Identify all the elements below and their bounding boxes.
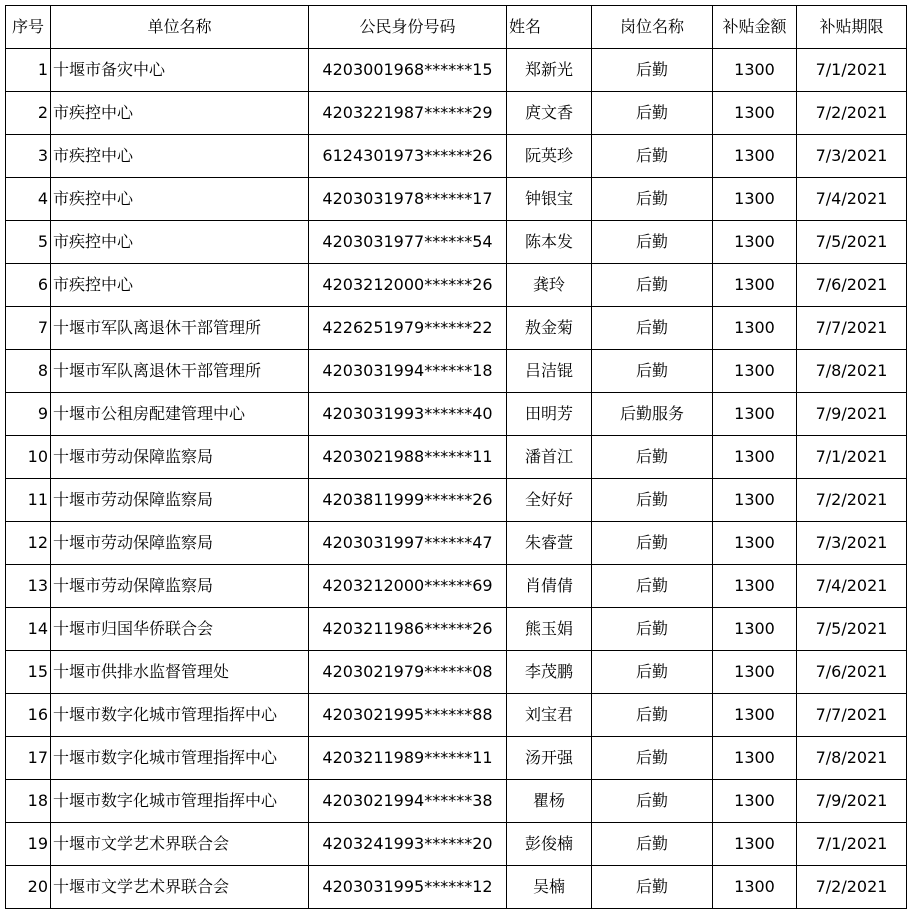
- row-id-number: 6124301973******26: [309, 135, 507, 178]
- row-post: 后勤: [592, 522, 713, 565]
- row-unit: 十堰市劳动保障监察局: [51, 522, 309, 565]
- row-unit: 十堰市文学艺术界联合会: [51, 823, 309, 866]
- row-period: 7/3/2021: [797, 522, 907, 565]
- row-post: 后勤: [592, 350, 713, 393]
- row-name: 敖金菊: [507, 307, 592, 350]
- row-amount: 1300: [713, 479, 797, 522]
- header-amount: 补贴金额: [713, 6, 797, 49]
- row-post: 后勤: [592, 651, 713, 694]
- row-name: 瞿杨: [507, 780, 592, 823]
- row-unit: 十堰市数字化城市管理指挥中心: [51, 737, 309, 780]
- row-amount: 1300: [713, 49, 797, 92]
- row-period: 7/7/2021: [797, 694, 907, 737]
- row-amount: 1300: [713, 565, 797, 608]
- row-period: 7/5/2021: [797, 221, 907, 264]
- row-unit: 十堰市归国华侨联合会: [51, 608, 309, 651]
- row-seq: 14: [6, 608, 51, 651]
- row-id-number: 4203031978******17: [309, 178, 507, 221]
- table-row: [6, 866, 907, 909]
- row-unit: 十堰市数字化城市管理指挥中心: [51, 780, 309, 823]
- row-post: 后勤: [592, 436, 713, 479]
- row-period: 7/4/2021: [797, 565, 907, 608]
- row-amount: 1300: [713, 307, 797, 350]
- row-post: 后勤: [592, 221, 713, 264]
- row-id-number: 4203811999******26: [309, 479, 507, 522]
- row-id-number: 4203031994******18: [309, 350, 507, 393]
- row-period: 7/3/2021: [797, 135, 907, 178]
- row-id-number: 4203031993******40: [309, 393, 507, 436]
- row-period: 7/4/2021: [797, 178, 907, 221]
- row-id-number: 4203241993******20: [309, 823, 507, 866]
- row-id-number: 4203221987******29: [309, 92, 507, 135]
- row-id-number: 4203031977******54: [309, 221, 507, 264]
- row-amount: 1300: [713, 823, 797, 866]
- row-amount: 1300: [713, 651, 797, 694]
- row-name: 田明芳: [507, 393, 592, 436]
- row-post: 后勤: [592, 737, 713, 780]
- header-post: 岗位名称: [592, 6, 713, 49]
- header-seq: 序号: [6, 6, 51, 49]
- table-row: [6, 565, 907, 608]
- row-id-number: 4203031997******47: [309, 522, 507, 565]
- row-amount: 1300: [713, 694, 797, 737]
- row-amount: 1300: [713, 264, 797, 307]
- row-period: 7/1/2021: [797, 49, 907, 92]
- row-amount: 1300: [713, 866, 797, 909]
- row-name: 熊玉娟: [507, 608, 592, 651]
- row-post: 后勤: [592, 92, 713, 135]
- row-seq: 4: [6, 178, 51, 221]
- row-name: 彭俊楠: [507, 823, 592, 866]
- row-name: 潘首江: [507, 436, 592, 479]
- row-period: 7/6/2021: [797, 264, 907, 307]
- row-seq: 13: [6, 565, 51, 608]
- row-id-number: 4203001968******15: [309, 49, 507, 92]
- table-row: [6, 608, 907, 651]
- row-period: 7/1/2021: [797, 823, 907, 866]
- row-seq: 12: [6, 522, 51, 565]
- header-row: [6, 6, 907, 49]
- row-seq: 6: [6, 264, 51, 307]
- row-seq: 11: [6, 479, 51, 522]
- table-row: [6, 694, 907, 737]
- row-name: 阮英珍: [507, 135, 592, 178]
- table-row: [6, 737, 907, 780]
- row-post: 后勤: [592, 608, 713, 651]
- row-unit: 十堰市文学艺术界联合会: [51, 866, 309, 909]
- row-unit: 十堰市军队离退休干部管理所: [51, 307, 309, 350]
- row-unit: 市疾控中心: [51, 221, 309, 264]
- row-unit: 十堰市公租房配建管理中心: [51, 393, 309, 436]
- table-row: [6, 350, 907, 393]
- row-seq: 3: [6, 135, 51, 178]
- row-id-number: 4203021988******11: [309, 436, 507, 479]
- row-name: 吴楠: [507, 866, 592, 909]
- table-row: [6, 307, 907, 350]
- row-unit: 十堰市军队离退休干部管理所: [51, 350, 309, 393]
- row-post: 后勤服务: [592, 393, 713, 436]
- row-name: 庹文香: [507, 92, 592, 135]
- subsidy-table: [5, 5, 907, 909]
- row-seq: 8: [6, 350, 51, 393]
- row-id-number: 4203021979******08: [309, 651, 507, 694]
- row-period: 7/9/2021: [797, 393, 907, 436]
- row-unit: 十堰市劳动保障监察局: [51, 479, 309, 522]
- row-unit: 十堰市备灾中心: [51, 49, 309, 92]
- row-period: 7/1/2021: [797, 436, 907, 479]
- row-seq: 1: [6, 49, 51, 92]
- row-seq: 20: [6, 866, 51, 909]
- table-row: [6, 135, 907, 178]
- row-period: 7/5/2021: [797, 608, 907, 651]
- row-post: 后勤: [592, 49, 713, 92]
- row-amount: 1300: [713, 92, 797, 135]
- row-unit: 市疾控中心: [51, 178, 309, 221]
- row-unit: 市疾控中心: [51, 135, 309, 178]
- row-post: 后勤: [592, 565, 713, 608]
- row-id-number: 4203031995******12: [309, 866, 507, 909]
- row-seq: 18: [6, 780, 51, 823]
- row-post: 后勤: [592, 307, 713, 350]
- row-period: 7/2/2021: [797, 92, 907, 135]
- row-name: 李茂鹏: [507, 651, 592, 694]
- row-seq: 16: [6, 694, 51, 737]
- table-row: [6, 221, 907, 264]
- row-id-number: 4226251979******22: [309, 307, 507, 350]
- row-period: 7/2/2021: [797, 479, 907, 522]
- row-unit: 市疾控中心: [51, 264, 309, 307]
- header-unit: 单位名称: [51, 6, 309, 49]
- table-row: [6, 393, 907, 436]
- row-seq: 2: [6, 92, 51, 135]
- row-amount: 1300: [713, 178, 797, 221]
- header-name: 姓名: [507, 6, 592, 49]
- row-seq: 9: [6, 393, 51, 436]
- row-amount: 1300: [713, 436, 797, 479]
- row-name: 汤开强: [507, 737, 592, 780]
- row-unit: 十堰市劳动保障监察局: [51, 436, 309, 479]
- row-id-number: 4203021995******88: [309, 694, 507, 737]
- row-amount: 1300: [713, 522, 797, 565]
- table-row: [6, 178, 907, 221]
- row-period: 7/6/2021: [797, 651, 907, 694]
- row-name: 郑新光: [507, 49, 592, 92]
- table-row: [6, 780, 907, 823]
- row-id-number: 4203211989******11: [309, 737, 507, 780]
- row-seq: 17: [6, 737, 51, 780]
- table-row: [6, 436, 907, 479]
- row-id-number: 4203212000******26: [309, 264, 507, 307]
- row-name: 刘宝君: [507, 694, 592, 737]
- row-id-number: 4203211986******26: [309, 608, 507, 651]
- row-seq: 7: [6, 307, 51, 350]
- row-post: 后勤: [592, 479, 713, 522]
- table-row: [6, 92, 907, 135]
- row-unit: 市疾控中心: [51, 92, 309, 135]
- table-row: [6, 479, 907, 522]
- row-post: 后勤: [592, 780, 713, 823]
- row-amount: 1300: [713, 350, 797, 393]
- row-amount: 1300: [713, 393, 797, 436]
- row-amount: 1300: [713, 780, 797, 823]
- row-post: 后勤: [592, 178, 713, 221]
- row-name: 吕洁锟: [507, 350, 592, 393]
- row-name: 钟银宝: [507, 178, 592, 221]
- row-post: 后勤: [592, 264, 713, 307]
- header-period: 补贴期限: [797, 6, 907, 49]
- table-row: [6, 651, 907, 694]
- row-period: 7/9/2021: [797, 780, 907, 823]
- table-row: [6, 49, 907, 92]
- row-period: 7/8/2021: [797, 737, 907, 780]
- table-row: [6, 823, 907, 866]
- row-post: 后勤: [592, 135, 713, 178]
- row-amount: 1300: [713, 221, 797, 264]
- row-period: 7/8/2021: [797, 350, 907, 393]
- row-amount: 1300: [713, 135, 797, 178]
- row-post: 后勤: [592, 694, 713, 737]
- header-id-number: 公民身份号码: [309, 6, 507, 49]
- row-period: 7/7/2021: [797, 307, 907, 350]
- row-unit: 十堰市劳动保障监察局: [51, 565, 309, 608]
- row-name: 朱睿萱: [507, 522, 592, 565]
- row-seq: 19: [6, 823, 51, 866]
- row-period: 7/2/2021: [797, 866, 907, 909]
- row-post: 后勤: [592, 823, 713, 866]
- row-unit: 十堰市数字化城市管理指挥中心: [51, 694, 309, 737]
- row-name: 肖倩倩: [507, 565, 592, 608]
- row-name: 陈本发: [507, 221, 592, 264]
- row-id-number: 4203212000******69: [309, 565, 507, 608]
- row-unit: 十堰市供排水监督管理处: [51, 651, 309, 694]
- row-seq: 15: [6, 651, 51, 694]
- row-seq: 5: [6, 221, 51, 264]
- table-row: [6, 522, 907, 565]
- row-amount: 1300: [713, 737, 797, 780]
- row-post: 后勤: [592, 866, 713, 909]
- row-amount: 1300: [713, 608, 797, 651]
- row-name: 全好好: [507, 479, 592, 522]
- row-name: 龚玲: [507, 264, 592, 307]
- row-id-number: 4203021994******38: [309, 780, 507, 823]
- row-seq: 10: [6, 436, 51, 479]
- table-row: [6, 264, 907, 307]
